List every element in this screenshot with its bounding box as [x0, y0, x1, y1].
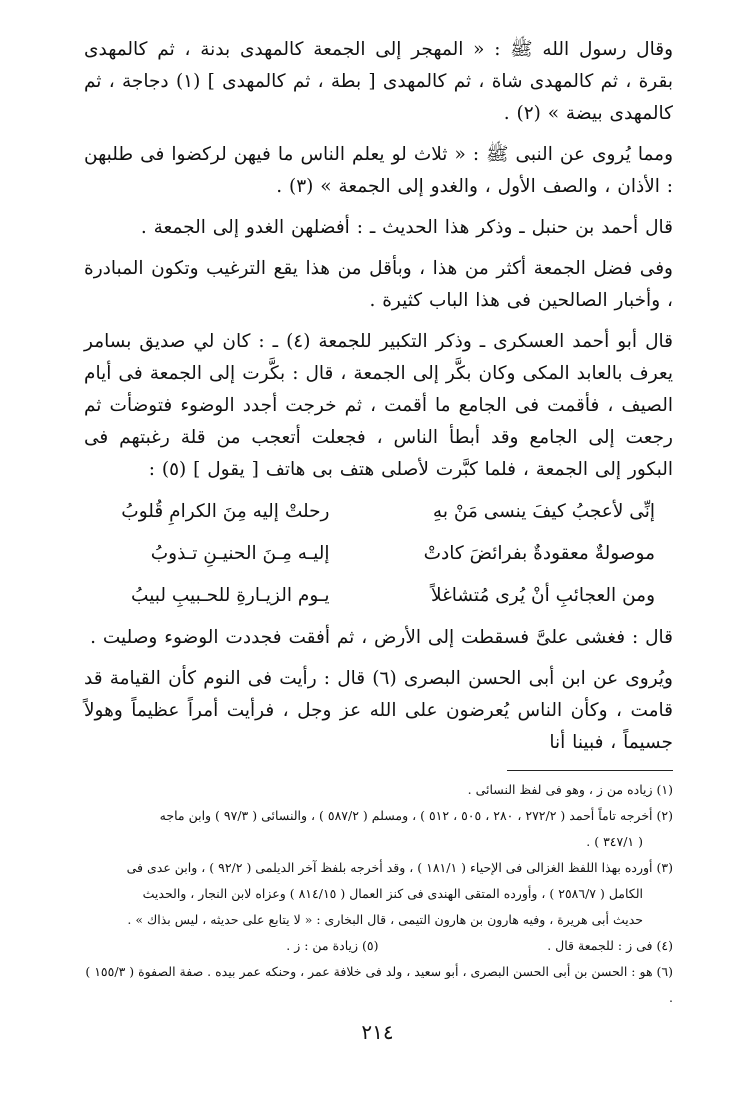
footnote-5: (٥) زيادة من : ز .: [286, 938, 379, 953]
paragraph-gap: [84, 203, 673, 212]
poem-verse: [84, 490, 673, 532]
paragraph-gap: [84, 244, 673, 253]
footnote-divider: [507, 770, 673, 771]
page-number: ٢١٤: [361, 1020, 394, 1044]
poem: [84, 490, 673, 616]
paragraph-askari-story: قال أبو أحمد العسكرى ـ وذكر التكبير للجمعة (٤) ـ : كان لي صديق بسامر يعرف بالعابد المكى وكان بكَّر إلى الجمعة ، قال : بكَّرت إلى الجمعة فى أيام الصيف ، فأقمت فى الجامع ما أقمت ، ثم خرجت أجدد الوضوء فتوضأت ثم رجعت إلى الجامع وقد أبطأ الناس ، فجعلت أتعجب من قلة رغبتهم فى البكور إلى الجمعة ، فلما كبَّرت لأصلى هتف بى هاتف [ يقول ] (٥) :: [84, 331, 673, 480]
paragraph-ahmad-quote: قال أحمد بن حنبل ـ وذكر هذا الحديث ـ : أفضلهن الغدو إلى الجمعة .: [140, 217, 673, 238]
verse-first-hemistich: موصولةٌ معقودةٌ بفرائضَ كادتْ: [423, 542, 655, 564]
paragraph-gap: [84, 130, 673, 139]
footnote-3: (٣) أورده بهذا اللفظ الغزالى فى الإحياء ( ١٨١/١ ) ، وقد أخرجه بلفظ آخر الديلمى ( ٩٢/٢ ) ، وابن عدى فى: [126, 860, 673, 875]
verse-second-hemistich: رحلتْ إليه مِنَ الكرامِ قُلوبُ: [121, 500, 330, 522]
footnote-4: (٤) فى ز : للجمعة قال .: [547, 938, 673, 953]
paragraph-hadith-jumua: وقال رسول الله ﷺ : « المهجر إلى الجمعة كالمهدى بدنة ، ثم كالمهدى بقرة ، ثم كالمهدى شاة ، ثم كالمهدى [ بطة ، ثم كالمهدى ] (١) دجاجة ، ثم كالمهدى بيضة » (٢) .: [84, 39, 673, 124]
paragraph-three-things: ومما يُروى عن النبى ﷺ : « ثلاث لو يعلم الناس ما فيهن لركضوا فى طلبهن : الأذان ، والصف الأول ، والغدو إلى الجمعة » (٣) .: [84, 144, 673, 197]
poem-verse: [84, 532, 673, 574]
verse-first-hemistich: إنِّى لأعجبُ كيفَ ينسى مَنْ بهِ: [432, 500, 655, 522]
paragraph-gap: [84, 317, 673, 326]
footnote-2: (٢) أخرجه تاماً أحمد ( ٢٧٢/٢ ، ٢٨٠ ، ٥٠٥ ، ٥١٢ ) ، ومسلم ( ٥٨٧/٢ ) ، والنسائى ( ٩٧/٣ ) وابن ماجه: [159, 808, 673, 823]
verse-second-hemistich: إليـه مِـنَ الحنيـنِ تـذوبُ: [150, 542, 330, 564]
verse-first-hemistich: ومن العجائبِ أنْ يُرى مُتشاغلاً: [431, 584, 655, 606]
footnote-2-continued: ( ٣٤٧/١ ) .: [586, 834, 643, 849]
footnote-3-continued: الكامل ( ٢٥٨٦/٧ ) ، وأورده المتقى الهندى فى كنز العمال ( ٨١٤/١٥ ) وعزاه لابن النجار ، والحديث: [142, 886, 643, 901]
paragraph-after-poem: قال : فغشى علىَّ فسقطت إلى الأرض ، ثم أفقت فجددت الوضوء وصليت .: [90, 627, 673, 648]
paragraph-jumua-virtue: وفى فضل الجمعة أكثر من هذا ، وبأقل من هذا يقع الترغيب وتكون المبادرة ، وأخبار الصالحين فى هذا الباب كثيرة .: [84, 258, 673, 311]
verse-second-hemistich: يـوم الزيـارةِ للحـبيبِ لبيبُ: [131, 584, 330, 606]
footnotes: [84, 777, 673, 1011]
footnote-3-continued: حديث أبى هريرة ، وفيه هارون بن هارون التيمى ، قال البخارى : « لا يتابع على حديثه ، ليس بذاك » .: [127, 912, 643, 927]
footnote-pair: [84, 933, 673, 959]
paragraph-basri-dream: ويُروى عن ابن أبى الحسن البصرى (٦) قال : رأيت فى النوم كأن القيامة قد قامت ، وكأن الناس يُعرضون على الله عز وجل ، فرأيت أمراً عظيماً وهولاً جسيماً ، فبينا أنا: [84, 668, 673, 753]
footnote-1: (١) زياده من ز ، وهو فى لفظ النسائى .: [467, 782, 673, 797]
poem-verse: [84, 574, 673, 616]
paragraph-gap: [84, 654, 673, 663]
footnote-6: (٦) هو : الحسن بن أبى الحسن البصرى ، أبو سعيد ، ولد فى خلافة عمر ، وحنكه عمر بيده . صفة الصفوة ( ١٥٥/٣ ) .: [85, 964, 673, 1005]
